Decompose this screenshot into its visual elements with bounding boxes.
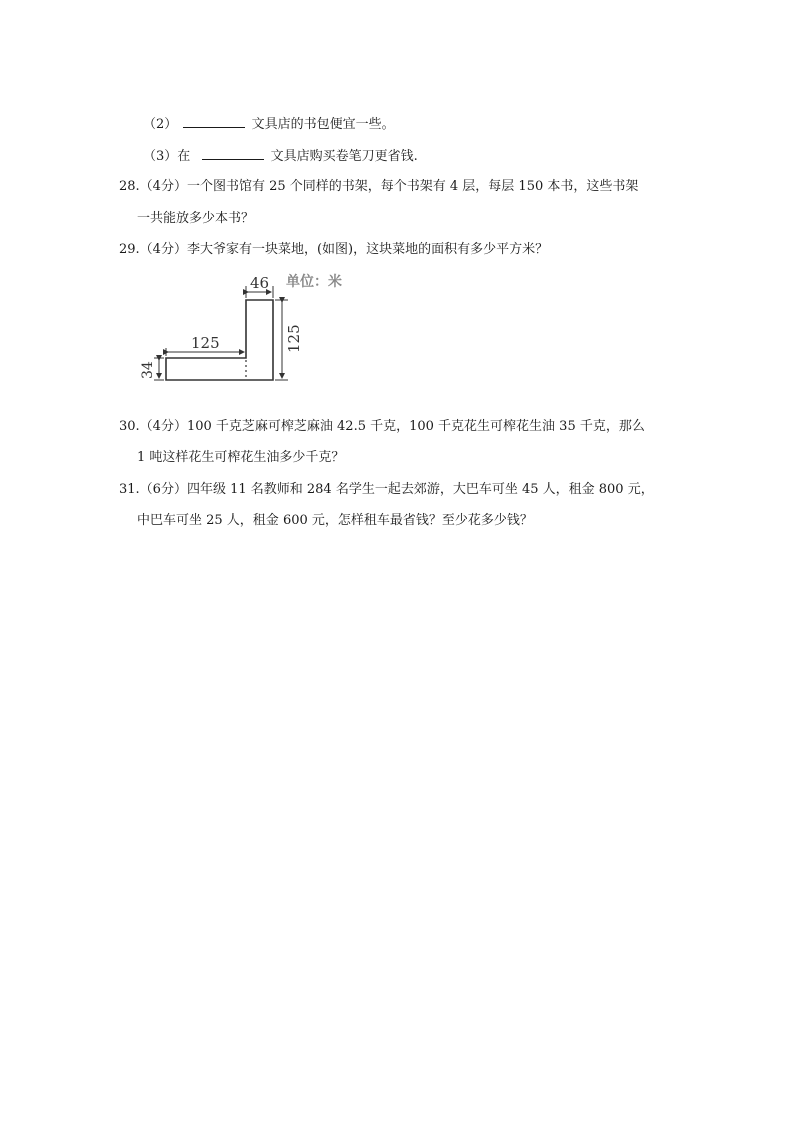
dim-right-label: 125 [285, 324, 303, 353]
q31-line1: 31.（6分）四年级 11 名教师和 284 名学生一起去郊游，大巴车可坐 45 人，租金 800 元， [119, 482, 654, 497]
q27-sub2-prefix: （2） [143, 117, 178, 132]
q30-line1: 30.（4分）100 千克芝麻可榨芝麻油 42.5 千克，100 千克花生可榨花生油 35 千克，那么 [119, 419, 645, 434]
answer-blank [202, 147, 264, 160]
dim-left-label: 34 [140, 361, 156, 379]
q27-sub3-suffix: 文具店购买卷笔刀更省钱. [270, 149, 418, 164]
dim-top-label: 46 [250, 274, 270, 292]
q27-sub3-prefix: （3）在 [143, 149, 191, 164]
dim-mid-label: 125 [191, 334, 220, 352]
garden-plot-diagram [136, 268, 376, 392]
q31-line2: 中巴车可坐 25 人，租金 600 元，怎样租车最省钱？至少花多少钱？ [137, 513, 533, 528]
q30-line2: 1 吨这样花生可榨花生油多少千克？ [137, 450, 345, 465]
q28-line2: 一共能放多少本书？ [137, 211, 255, 226]
q28-line1: 28.（4分）一个图书馆有 25 个同样的书架，每个书架有 4 层，每层 150 本书，这些书架 [119, 179, 639, 194]
q27-sub3 [143, 147, 418, 166]
unit-label: 单位：米 [286, 274, 342, 290]
answer-blank [183, 115, 245, 128]
q27-sub2 [143, 115, 395, 134]
q27-sub2-suffix: 文具店的书包便宜一些。 [251, 117, 395, 132]
q29-line1: 29.（4分）李大爷家有一块菜地，(如图)，这块菜地的面积有多少平方米？ [119, 242, 549, 257]
